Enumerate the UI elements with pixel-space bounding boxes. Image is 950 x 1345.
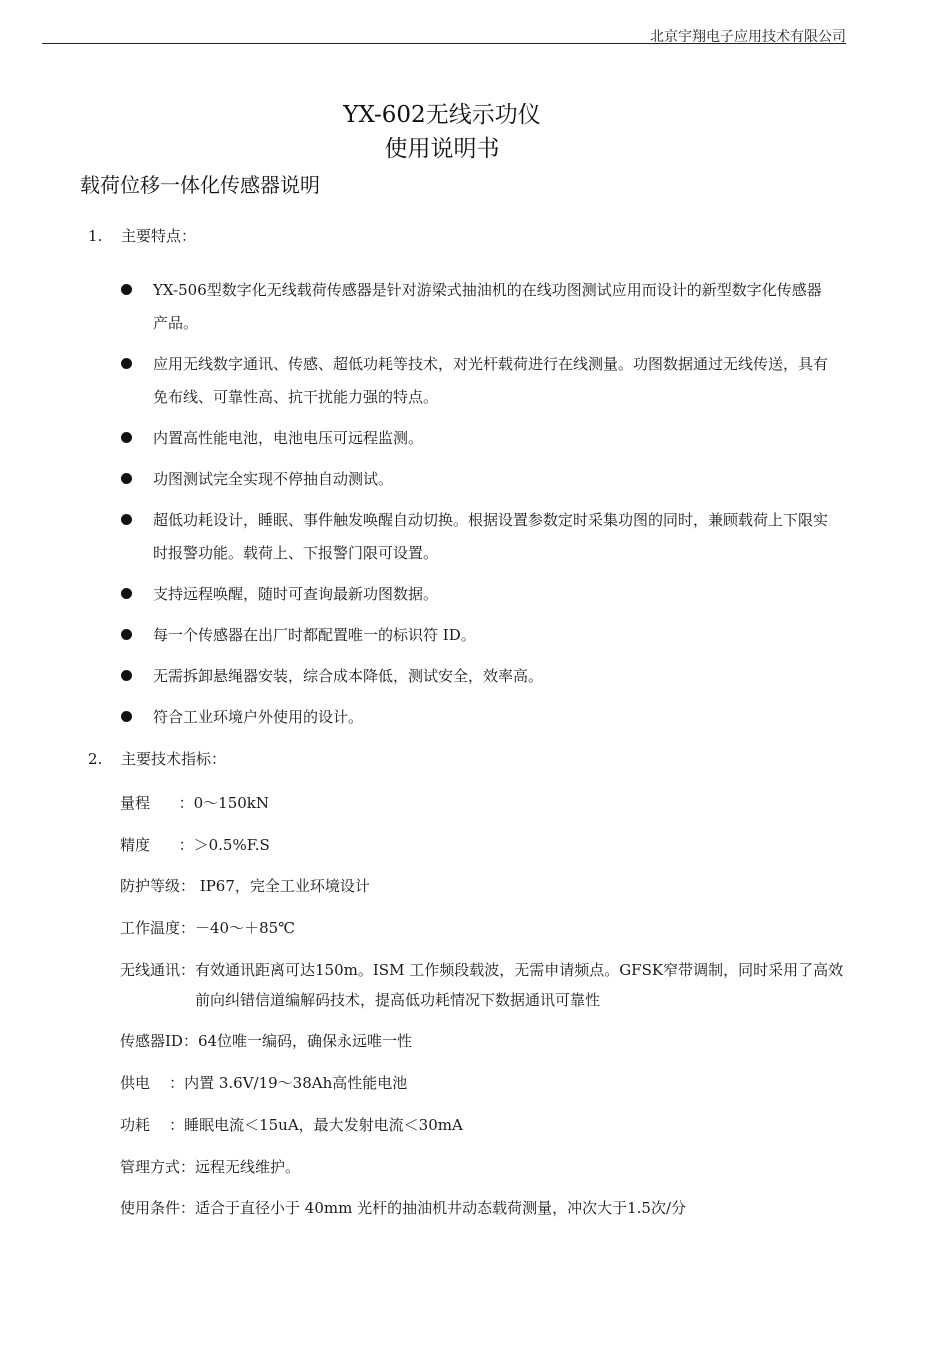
- list-item: [120, 463, 830, 496]
- bullet-dot-icon: [121, 284, 132, 295]
- list-item-text: 应用无线数字通讯、传感、超低功耗等技术，对光杆载荷进行在线测量。功图数据通过无线传送，具有免布线、可靠性高、抗干扰能力强的特点。: [153, 355, 829, 406]
- list-item-text: 符合工业环境户外使用的设计。: [153, 708, 364, 726]
- section2-heading: [88, 748, 226, 770]
- spec-row: [120, 1110, 850, 1140]
- list-item: [120, 348, 830, 414]
- section2-number: 2.: [88, 750, 103, 768]
- list-item: [120, 274, 830, 340]
- spec-label: 管理方式：: [120, 1157, 196, 1176]
- section1-number: 1.: [88, 227, 103, 245]
- bullet-dot-icon: [121, 358, 132, 369]
- spec-row: [120, 871, 850, 901]
- spec-row: [120, 830, 850, 860]
- list-item: [120, 578, 830, 611]
- features-list: [120, 274, 830, 742]
- specs-list: [120, 788, 850, 1235]
- spec-value: 64位唯一编码，确保永远唯一性: [197, 1032, 413, 1051]
- list-item-text: 支持远程唤醒，随时可查询最新功图数据。: [153, 585, 439, 603]
- spec-value: －40～＋85℃: [195, 919, 295, 938]
- title-product: YX-602无线示功仪: [343, 102, 541, 128]
- list-item-text: YX-506型数字化无线载荷传感器是针对游梁式抽油机的在线功图测试应用而设计的新型数字化传感器产品。: [153, 281, 822, 332]
- section-title: 载荷位移一体化传感器说明: [80, 173, 320, 197]
- list-item: [120, 619, 830, 652]
- spec-label: 无线通讯：: [120, 960, 196, 979]
- list-item: [120, 701, 830, 734]
- spec-value: IP67，完全工业环境设计: [199, 877, 370, 896]
- list-item-text: 功图测试完全实现不停抽自动测试。: [153, 470, 394, 488]
- header-company-name: 北京宇翔电子应用技术有限公司: [650, 29, 846, 45]
- spec-label: 精度 ：: [120, 835, 194, 854]
- bullet-dot-icon: [121, 514, 132, 525]
- list-item-text: 每一个传感器在出厂时都配置唯一的标识符 ID。: [153, 626, 476, 644]
- spec-value: 远程无线维护。: [195, 1157, 301, 1176]
- spec-row: [120, 1152, 850, 1182]
- spec-value: 0～150kN: [193, 794, 269, 812]
- bullet-dot-icon: [121, 473, 132, 484]
- spec-row: [120, 1026, 850, 1056]
- title-manual: 使用说明书: [384, 136, 500, 162]
- spec-label: 使用条件：: [120, 1199, 196, 1218]
- spec-value: 内置 3.6V/19～38Ah高性能电池: [184, 1074, 408, 1093]
- spec-value: ＞0.5%F.S: [193, 835, 270, 854]
- header-rule: [42, 43, 846, 44]
- spec-row: [120, 913, 850, 943]
- section2-heading-text: 主要技术指标：: [121, 750, 227, 768]
- bullet-dot-icon: [121, 432, 132, 443]
- list-item: [120, 660, 830, 693]
- spec-label: 工作温度：: [120, 919, 196, 938]
- list-item-text: 内置高性能电池，电池电压可远程监测。: [153, 429, 424, 447]
- list-item: [120, 504, 830, 570]
- spec-label: 功耗 ：: [120, 1115, 185, 1134]
- bullet-dot-icon: [121, 711, 132, 722]
- spec-label: 量程 ：: [120, 794, 194, 812]
- list-item-text: 超低功耗设计，睡眠、事件触发唤醒自动切换。根据设置参数定时采集功图的同时，兼顾载荷上下限实时报警功能。载荷上、下报警门限可设置。: [153, 511, 829, 562]
- document-title: [0, 98, 884, 166]
- section1-heading: [88, 225, 196, 247]
- spec-row: [120, 788, 850, 818]
- spec-value: 有效通讯距离可达150m。ISM 工作频段载波，无需申请频点。GFSK窄带调制，同时采用了高效前向纠错信道编解码技术，提高低功耗情况下数据通讯可靠性: [195, 960, 844, 1009]
- bullet-dot-icon: [121, 588, 132, 599]
- spec-label: 传感器ID：: [120, 1032, 198, 1051]
- spec-row: [120, 1193, 850, 1223]
- list-item: [120, 422, 830, 455]
- spec-label: 供电 ：: [120, 1074, 185, 1093]
- list-item-text: 无需拆卸悬绳器安装，综合成本降低，测试安全，效率高。: [153, 667, 544, 685]
- section1-heading-text: 主要特点：: [121, 227, 197, 245]
- bullet-dot-icon: [121, 670, 132, 681]
- spec-value: 睡眠电流＜15uA，最大发射电流＜30mA: [184, 1115, 463, 1134]
- bullet-dot-icon: [121, 629, 132, 640]
- spec-label: 防护等级：: [120, 877, 200, 896]
- spec-value: 适合于直径小于 40mm 光杆的抽油机井动态载荷测量，冲次大于1.5次/分: [195, 1199, 686, 1218]
- spec-row: [120, 955, 850, 1015]
- spec-row: [120, 1068, 850, 1098]
